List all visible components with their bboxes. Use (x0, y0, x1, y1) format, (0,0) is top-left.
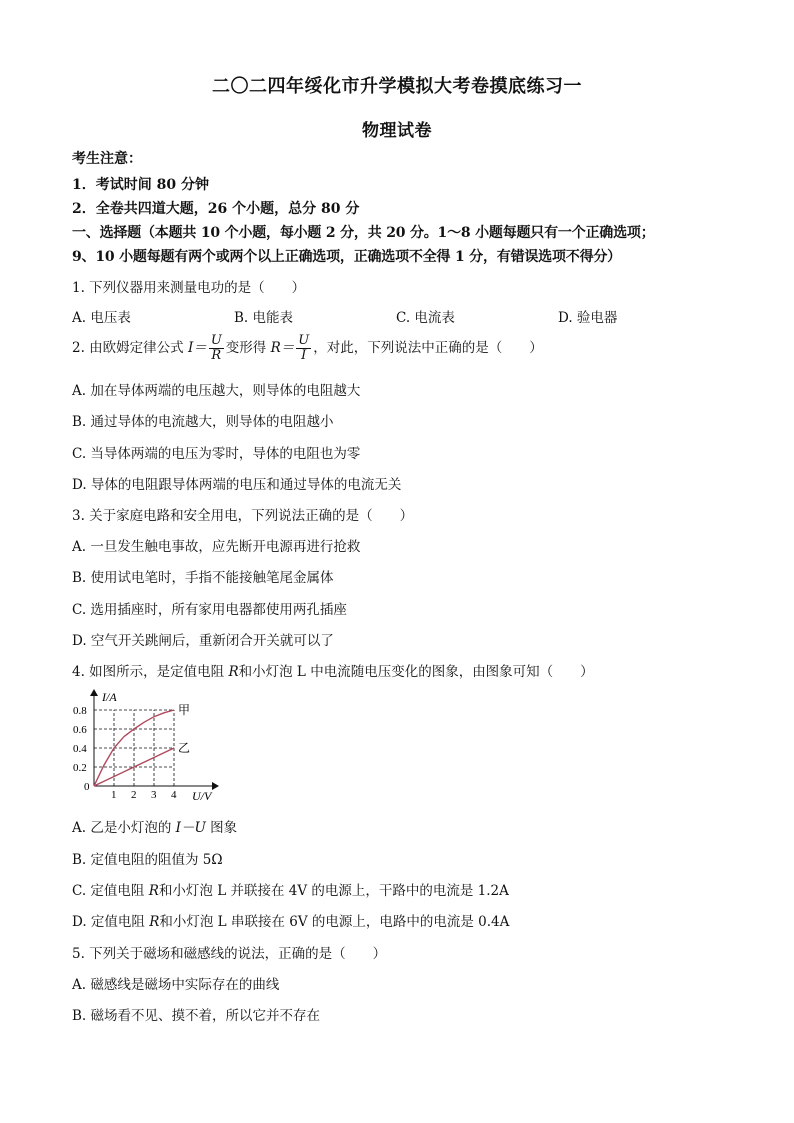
x-tick-label-3: 3 (151, 789, 157, 801)
y-tick-label-3: 0.6 (73, 724, 87, 736)
q1-stem: 1. 下列仪器用来测量电功的是（ ） (72, 280, 306, 296)
x-axis-label: U/V (192, 789, 212, 803)
q5-option-b: B. 磁场看不见、摸不着，所以它并不存在 (72, 1008, 321, 1024)
q4-option-d-pre: D. 定值电阻 (72, 914, 150, 930)
q2-formula-fraction (209, 334, 224, 363)
q4-stem-b: 和小灯泡 L 中电流随电压变化的图象，由图象可知（ ） (238, 664, 594, 680)
q3-option-a: A. 一旦发生触电事故，应先断开电源再进行抢救 (72, 539, 361, 555)
section-instructions-line-2: 9、10 小题每题有两个或两个以上正确选项，正确选项不全得 1 分，有错误选项不得分） (72, 249, 621, 265)
q4-option-a-pre: A. 乙是小灯泡的 (72, 820, 176, 836)
q2-option-c: C. 当导体两端的电压为零时，导体的电阻也为零 (72, 446, 361, 462)
q2-stem-middle: 变形得 (225, 340, 271, 356)
q2-option-b: B. 通过导体的电流越大，则导体的电阻越小 (72, 414, 334, 430)
series-label-1: 甲 (178, 703, 191, 717)
q1-option-b: B. 电能表 (234, 310, 294, 326)
q2-fraction-denominator: R (211, 348, 222, 363)
iu-graph (68, 686, 228, 806)
q3-stem: 3. 关于家庭电路和安全用电，下列说法正确的是（ ） (72, 508, 414, 524)
q2-stem (72, 334, 543, 363)
q1-option-d: D. 验电器 (558, 310, 618, 326)
q4-option-c-r: R (148, 883, 159, 899)
q4-option-d-post: 和小灯泡 L 串联接在 6V 的电源上，电路中的电流是 0.4A (159, 914, 510, 930)
q2-stem-prefix: 2. 由欧姆定律公式 (72, 340, 188, 356)
y-tick-label-1: 0.2 (73, 762, 87, 774)
q2-stem-suffix: ，对此，下列说法中正确的是（ ） (313, 340, 543, 356)
q4-stem-a: 4. 如图所示，是定值电阻 (72, 664, 229, 680)
exam-subtitle: 物理试卷 (362, 121, 432, 141)
q1-option-c: C. 电流表 (396, 310, 455, 326)
q2-option-d: D. 导体的电阻跟导体两端的电压和通过导体的电流无关 (72, 477, 402, 493)
q4-option-a-expr: I－U (175, 820, 206, 836)
y-tick-label-4: 0.8 (73, 705, 87, 717)
q4-stem (72, 660, 594, 680)
exam-title: 二〇二四年绥化市升学模拟大考卷摸底练习一 (212, 76, 582, 97)
q4-option-a (72, 816, 237, 836)
q4-option-d-r: R (149, 914, 160, 930)
q2-formula2-lhs: R＝ (270, 340, 295, 356)
q4-option-a-post: 图象 (205, 820, 238, 836)
q1-option-a: A. 电压表 (72, 310, 131, 326)
q5-stem: 5. 下列关于磁场和磁感线的说法，正确的是（ ） (72, 946, 387, 962)
q4-option-c-post: 和小灯泡 L 并联接在 4V 的电源上，干路中的电流是 1.2A (158, 883, 509, 899)
q4-stem-r: R (228, 664, 239, 680)
q3-option-c: C. 选用插座时，所有家用电器都使用两孔插座 (72, 602, 347, 618)
x-tick-label-1: 1 (111, 789, 117, 801)
q3-option-d: D. 空气开关跳闸后，重新闭合开关就可以了 (72, 633, 334, 649)
q2-fraction-numerator: U (210, 333, 222, 348)
grid-lines (94, 710, 174, 786)
series-label-2: 乙 (178, 741, 191, 755)
origin-label: 0 (84, 781, 90, 793)
notice-item-1: 1．考试时间 80 分钟 (72, 177, 209, 193)
q2-fraction2-numerator: U (298, 333, 310, 348)
q2-formula-lhs: I＝ (187, 340, 207, 356)
q2-fraction2-denominator: I (301, 348, 307, 363)
q3-option-b: B. 使用试电笔时，手指不能接触笔尾金属体 (72, 570, 334, 586)
q4-option-c (72, 879, 509, 899)
q5-option-a: A. 磁感线是磁场中实际存在的曲线 (72, 977, 280, 993)
notice-item-2: 2．全卷共四道大题，26 个小题，总分 80 分 (72, 201, 360, 217)
y-axis-label: I/A (102, 690, 117, 704)
q4-option-c-pre: C. 定值电阻 (72, 883, 149, 899)
q2-option-a: A. 加在导体两端的电压越大，则导体的电阻越大 (72, 383, 361, 399)
x-tick-label-4: 4 (171, 789, 177, 801)
y-tick-label-2: 0.4 (73, 743, 87, 755)
section-instructions-line-1: 一、选择题（本题共 10 个小题，每小题 2 分，共 20 分。1～8 小题每题只有一个正确选项； (72, 225, 655, 241)
q4-option-d (72, 910, 509, 930)
q2-formula2-fraction (296, 334, 311, 363)
notice-heading: 考生注意： (72, 151, 142, 167)
data-series (94, 703, 190, 786)
q4-option-b: B. 定值电阻的阻值为 5Ω (72, 852, 223, 868)
x-tick-label-2: 2 (131, 789, 137, 801)
